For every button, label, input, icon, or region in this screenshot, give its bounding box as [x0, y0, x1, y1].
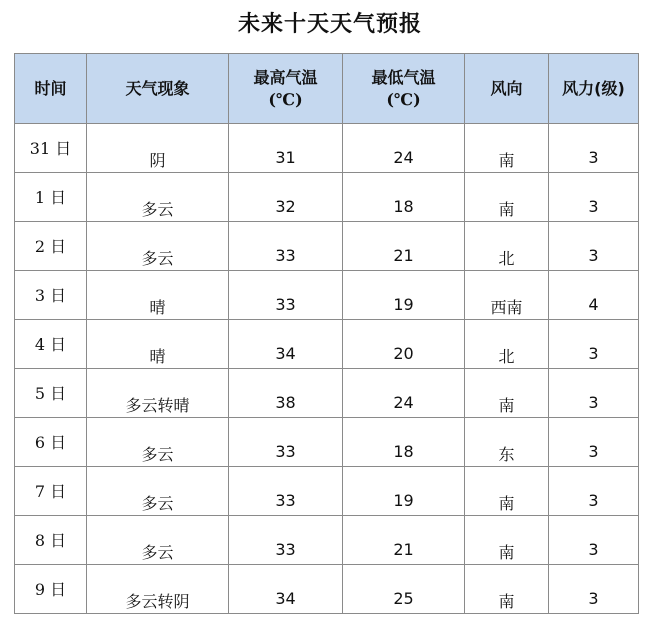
header-wind-direction: 风向: [465, 54, 549, 124]
header-low-temp: 最低气温 (℃): [343, 54, 465, 124]
cell-wind-level: 3: [549, 369, 639, 418]
cell-weather: 多云: [87, 467, 229, 516]
cell-weather: 多云转晴: [87, 369, 229, 418]
cell-day: 3 日: [15, 271, 87, 320]
cell-high: 31: [229, 124, 343, 173]
cell-low: 19: [343, 271, 465, 320]
cell-low: 19: [343, 467, 465, 516]
cell-high: 32: [229, 173, 343, 222]
cell-wind-direction: 西南: [465, 271, 549, 320]
cell-weather: 多云: [87, 516, 229, 565]
table-row: [15, 565, 639, 614]
cell-wind-level: 3: [549, 320, 639, 369]
cell-weather: 多云转阴: [87, 565, 229, 614]
cell-high: 34: [229, 320, 343, 369]
cell-high: 33: [229, 516, 343, 565]
cell-wind-direction: 南: [465, 173, 549, 222]
cell-low: 25: [343, 565, 465, 614]
cell-low: 20: [343, 320, 465, 369]
cell-wind-level: 4: [549, 271, 639, 320]
cell-weather: 晴: [87, 271, 229, 320]
table-header-row: [15, 54, 639, 124]
cell-wind-direction: 东: [465, 418, 549, 467]
table-row: [15, 320, 639, 369]
table-row: [15, 124, 639, 173]
cell-wind-level: 3: [549, 516, 639, 565]
header-time: 时间: [15, 54, 87, 124]
cell-wind-direction: 南: [465, 516, 549, 565]
table-row: [15, 222, 639, 271]
cell-day: 1 日: [15, 173, 87, 222]
cell-weather: 多云: [87, 418, 229, 467]
header-weather: 天气现象: [87, 54, 229, 124]
cell-high: 38: [229, 369, 343, 418]
cell-wind-level: 3: [549, 565, 639, 614]
table-row: [15, 173, 639, 222]
cell-low: 24: [343, 124, 465, 173]
header-wind-level: 风力(级): [549, 54, 639, 124]
cell-wind-level: 3: [549, 467, 639, 516]
cell-high: 34: [229, 565, 343, 614]
cell-weather: 晴: [87, 320, 229, 369]
cell-high: 33: [229, 467, 343, 516]
cell-high: 33: [229, 222, 343, 271]
table-row: [15, 467, 639, 516]
cell-weather: 阴: [87, 124, 229, 173]
cell-day: 31 日: [15, 124, 87, 173]
cell-wind-direction: 南: [465, 369, 549, 418]
table-row: [15, 271, 639, 320]
cell-wind-direction: 南: [465, 565, 549, 614]
cell-wind-level: 3: [549, 418, 639, 467]
cell-day: 2 日: [15, 222, 87, 271]
cell-day: 9 日: [15, 565, 87, 614]
cell-wind-direction: 南: [465, 124, 549, 173]
cell-wind-level: 3: [549, 124, 639, 173]
cell-low: 21: [343, 222, 465, 271]
cell-day: 5 日: [15, 369, 87, 418]
cell-weather: 多云: [87, 173, 229, 222]
cell-day: 8 日: [15, 516, 87, 565]
table-row: [15, 418, 639, 467]
cell-low: 18: [343, 173, 465, 222]
cell-wind-level: 3: [549, 222, 639, 271]
cell-weather: 多云: [87, 222, 229, 271]
cell-day: 7 日: [15, 467, 87, 516]
cell-low: 24: [343, 369, 465, 418]
cell-day: 6 日: [15, 418, 87, 467]
cell-day: 4 日: [15, 320, 87, 369]
cell-wind-level: 3: [549, 173, 639, 222]
cell-low: 18: [343, 418, 465, 467]
cell-wind-direction: 南: [465, 467, 549, 516]
forecast-table: [14, 53, 639, 614]
table-row: [15, 516, 639, 565]
cell-high: 33: [229, 418, 343, 467]
cell-low: 21: [343, 516, 465, 565]
page-title: 未来十天天气预报: [237, 12, 422, 37]
header-high-temp: 最高气温 (℃): [229, 54, 343, 124]
cell-wind-direction: 北: [465, 320, 549, 369]
cell-wind-direction: 北: [465, 222, 549, 271]
cell-high: 33: [229, 271, 343, 320]
table-row: [15, 369, 639, 418]
